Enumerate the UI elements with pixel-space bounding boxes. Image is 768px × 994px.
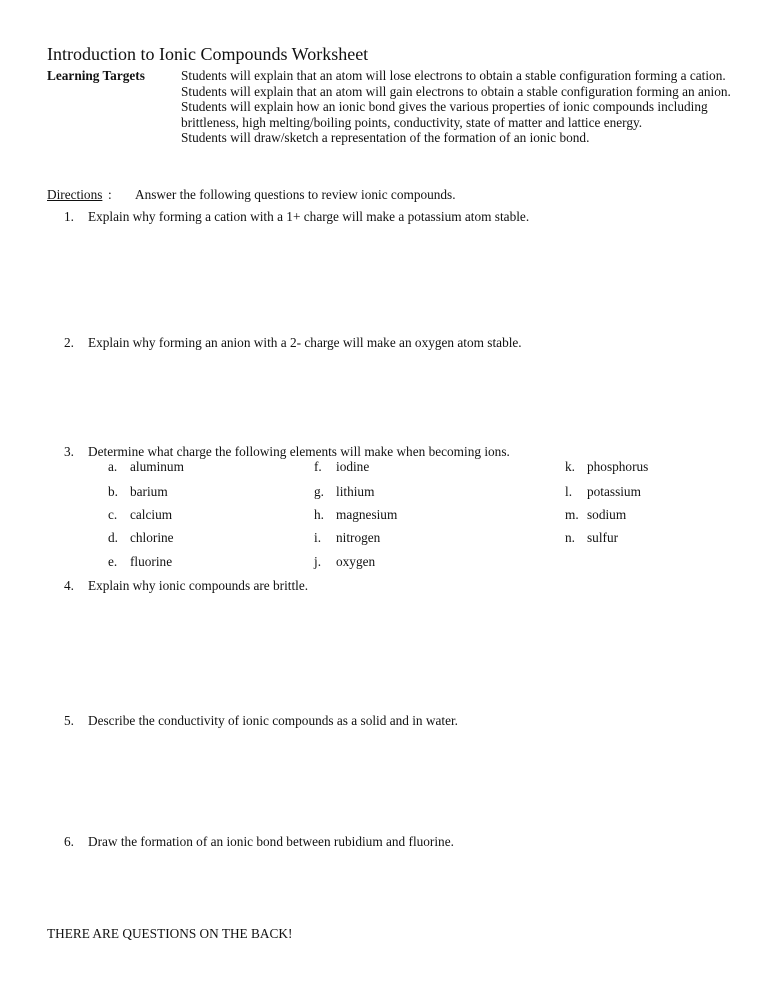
element-name: fluorine [130, 554, 173, 569]
element-name: magnesium [336, 507, 398, 522]
element-name: sulfur [587, 530, 619, 545]
element-name: nitrogen [336, 530, 381, 545]
question-number: 1. [64, 209, 74, 224]
directions-text: Answer the following questions to review ionic compounds. [135, 187, 456, 202]
question-text: Determine what charge the following elements will make when becoming ions. [88, 444, 510, 459]
question-number: 6. [64, 834, 74, 849]
learning-target-item: Students will explain that an atom will gain electrons to obtain a stable configuration forming an anion. [181, 83, 731, 99]
learning-targets-list [181, 68, 741, 146]
element-name: chlorine [130, 530, 174, 545]
learning-target-item: Students will explain how an ionic bond gives the various properties of ionic compounds including brittleness, high melting/boiling points, conductivity, state of matter and lattice energy. [181, 99, 708, 130]
learning-target-item: Students will explain that an atom will lose electrons to obtain a stable configuration forming a cation. [181, 68, 726, 83]
element-letter: g. [314, 484, 324, 499]
question-text: Explain why forming a cation with a 1+ charge will make a potassium atom stable. [88, 209, 530, 224]
directions-colon: : [108, 187, 112, 202]
element-name: potassium [587, 484, 641, 499]
element-name: barium [130, 484, 168, 499]
learning-targets-label: Learning Targets [47, 68, 145, 83]
element-letter: j. [314, 554, 322, 569]
question-number: 2. [64, 335, 74, 350]
element-name: iodine [336, 459, 370, 474]
question-number: 3. [64, 444, 74, 459]
element-letter: f. [314, 459, 322, 474]
element-letter: c. [108, 507, 118, 522]
element-name: oxygen [336, 554, 376, 569]
element-letter: d. [108, 530, 118, 545]
element-letter: a. [108, 459, 118, 474]
question-number: 4. [64, 578, 74, 593]
question-text: Explain why forming an anion with a 2- charge will make an oxygen atom stable. [88, 335, 522, 350]
question-text: Explain why ionic compounds are brittle. [88, 578, 309, 593]
element-name: aluminum [130, 459, 184, 474]
element-name: lithium [336, 484, 375, 499]
element-name: phosphorus [587, 459, 649, 474]
question-text: Describe the conductivity of ionic compounds as a solid and in water. [88, 713, 459, 728]
element-letter: i. [314, 530, 322, 545]
element-letter: l. [565, 484, 573, 499]
question-text: Draw the formation of an ionic bond between rubidium and fluorine. [88, 834, 454, 849]
element-name: calcium [130, 507, 173, 522]
element-letter: m. [565, 507, 579, 522]
element-letter: b. [108, 484, 118, 499]
question-number: 5. [64, 713, 74, 728]
element-letter: k. [565, 459, 575, 474]
element-letter: n. [565, 530, 575, 545]
directions-label: Directions [47, 187, 103, 202]
worksheet-title: Introduction to Ionic Compounds Worksheet [47, 44, 369, 64]
element-name: sodium [587, 507, 627, 522]
back-page-note: THERE ARE QUESTIONS ON THE BACK! [47, 926, 293, 941]
element-letter: e. [108, 554, 118, 569]
learning-target-item: Students will draw/sketch a representation of the formation of an ionic bond. [181, 130, 590, 146]
element-letter: h. [314, 507, 324, 522]
